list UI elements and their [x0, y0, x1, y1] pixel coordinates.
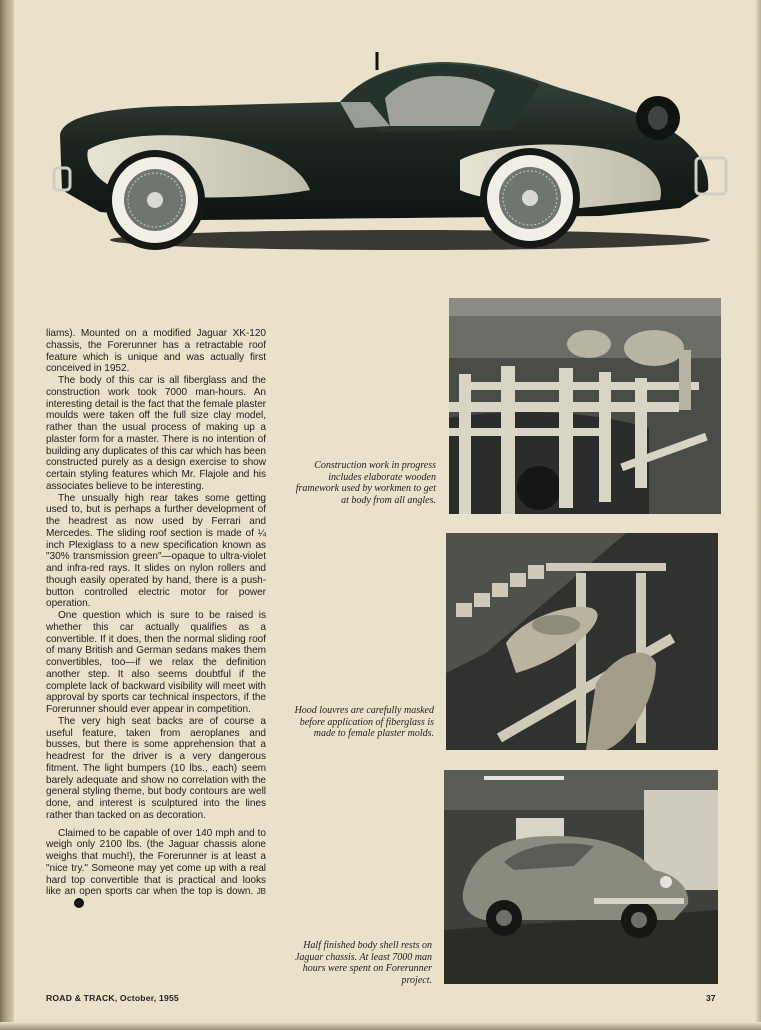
- caption-construction-work: Construction work in progress includes elaborate wooden framework used by workmen to get at body from all angles.: [295, 460, 436, 506]
- photo-construction-framework: [449, 298, 721, 514]
- page-bottom-edge: [0, 1022, 761, 1030]
- end-of-article-bullet: [74, 898, 84, 908]
- photo-body-shell: [444, 770, 718, 984]
- article-paragraph-last: [46, 828, 266, 911]
- caption-body-shell: Half finished body shell rests on Jaguar chassis. At least 7000 man hours were spent on Forerunner project.: [294, 940, 432, 986]
- article-paragraph: One question which is sure to be raised is whether this car actually qualifies as a convertible. If it does, then the normal sliding roof of many British and German sedans makes them convertibles, too—if we relax the definition another step. It also seems doubtful if the complete lack of backward visibility will meet with approval by sports car technical inspectors, if the Forerunner should ever appear in competition.: [46, 610, 266, 715]
- article-paragraph-text: Claimed to be capable of over 140 mph and to weigh only 2100 lbs. (the Jaguar chassis alone weighs that much!), the Forerunner is at least a "nice try." Someone may yet come up with a real hard top convertible that is practical and looks like an open sports car when the top is down.: [46, 827, 266, 898]
- page-right-edge: [755, 0, 761, 1030]
- publication-footer: ROAD & TRACK, October, 1955: [46, 993, 179, 1003]
- article-body: [46, 328, 266, 911]
- author-signature: JB: [256, 887, 266, 897]
- photo-hood-louvres: [446, 533, 718, 750]
- page-binding-edge: [0, 0, 14, 1030]
- hero-car-photo: [40, 40, 740, 260]
- page-number: 37: [706, 993, 716, 1003]
- article-paragraph: liams). Mounted on a modified Jaguar XK-120 chassis, the Forerunner has a retractable roof feature which is unique and was actually first conceived in 1952.: [46, 328, 266, 375]
- article-paragraph: The very high seat backs are of course a useful feature, taken from aeroplanes and busses, but there is some apprehension that a headrest for the driver is a very dangerous fitment. The light bumpers (10 lbs., each) seem barely adequate and show no correlation with the general styling theme, but body contours are well done, and interest is sculptured into the lines rather than tacked on as decoration.: [46, 715, 266, 821]
- article-paragraph: The body of this car is all fiberglass and the construction work took 7000 man-hours. An interesting detail is the fact that the female plaster moulds were taken off the full size clay model, rather than the usual process of making up a plaster form for a master. There is no intention of building any duplicates of this car which has been constructed purely as a design exercise to show certain styling features which Mr. Flajole and his associates believe to be interesting.: [46, 375, 266, 492]
- caption-hood-louvres: Hood louvres are carefully masked before application of fiberglass is made to female plaster molds.: [294, 705, 434, 740]
- article-paragraph: The unsually high rear takes some getting used to, but is perhaps a further development of the headrest as now used by Ferrari and Mercedes. The sliding roof section is made of ¼ inch Plexiglass to a new specification known as "30% transmission green"—opaque to ultra-violet and infra-red rays. It slides on nylon rollers and though easily operated by hand, there is a push-button controlled electric motor for power operation.: [46, 492, 266, 610]
